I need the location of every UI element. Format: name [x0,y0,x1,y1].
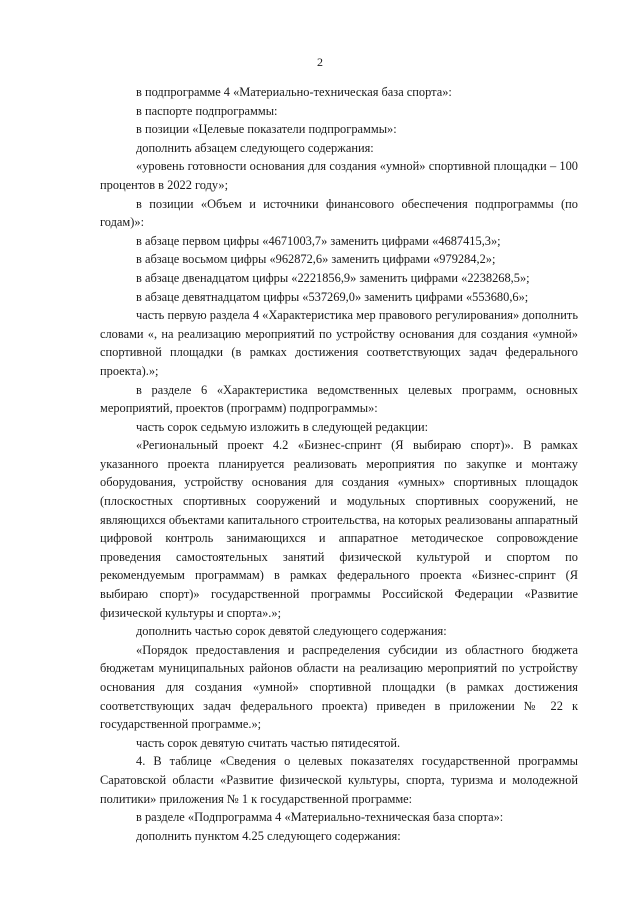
paragraph: в позиции «Объем и источники финансового обеспечения подпрограммы (по годам)»: [100,196,578,230]
paragraph: в подпрограмме 4 «Материально-техническая база спорта»: [136,85,452,99]
paragraph: в позиции «Целевые показатели подпрограммы»: [136,122,397,137]
paragraph: «уровень готовности основания для создания «умной» спортивной площадки – 100 процентов в 2022 году»; [100,159,578,192]
paragraph: часть сорок девятую считать частью пятидесятой. [136,735,401,750]
paragraph: 4. В таблице «Сведения о целевых показателях государственной программы Саратовской области «Развитие физической культуры, спорта, туризма и молодежной политики» приложения № 1 к государственной программе: [100,754,578,806]
paragraph: в абзаце девятнадцатом цифры «537269,0» заменить цифрами «553680,6»; [136,289,529,304]
paragraph: в абзаце восьмом цифры «962872,6» заменить цифрами «979284,2»; [136,252,496,267]
document-body [100,83,578,845]
paragraph: в абзаце двенадцатом цифры «2221856,9» заменить цифрами «2238268,5»; [136,270,530,285]
paragraph: часть первую раздела 4 «Характеристика мер правового регулирования» дополнить словами «, на реализацию мероприятий по устройству основания для создания «умной» спортивной площадки (в рамках достижения соответствующих задач федерального проекта).»; [100,308,578,378]
paragraph: часть сорок седьмую изложить в следующей редакции: [136,419,429,434]
paragraph: в разделе «Подпрограмма 4 «Материально-техническая база спорта»: [136,810,504,825]
page-number: 2 [317,55,323,69]
paragraph: дополнить абзацем следующего содержания: [136,140,374,155]
paragraph: в разделе 6 «Характеристика ведомственных целевых программ, основных мероприятий, проектов (программ) подпрограммы»: [100,382,578,416]
paragraph: дополнить частью сорок девятой следующего содержания: [136,624,447,639]
paragraph: «Региональный проект 4.2 «Бизнес-спринт (Я выбираю спорт)». В рамках указанного проекта планируется реализовать мероприятия по закупке и монтажу оборудования, устройству основания для создания «умных» спортивных площадок (плоскостных спортивных сооружений и модульных спортивных сооружений, не являющихся объектами капитального строительства, на которых реализованы аппаратный цифровой контроль занимающихся и аппаратное методическое сопровождение проведения самостоятельных занятий физической культурой и спортом по рекомендуемым программам) в рамках федерального проекта «Бизнес-спринт (Я выбираю спорт)» государственной программы Российской Федерации «Развитие физической культуры и спорта».»; [100,438,578,620]
paragraph: в паспорте подпрограммы: [136,103,278,118]
paragraph: «Порядок предоставления и распределения субсидии из областного бюджета бюджетам муниципальных районов области на реализацию мероприятий по устройству основания для создания «умной» спортивной площадки (в рамках достижения соответствующих задач федерального проекта) приведен в приложении № 22 к государственной программе.»; [100,642,578,732]
paragraph: в абзаце первом цифры «4671003,7» заменить цифрами «4687415,3»; [136,233,501,248]
paragraph: дополнить пунктом 4.25 следующего содержания: [136,828,401,843]
